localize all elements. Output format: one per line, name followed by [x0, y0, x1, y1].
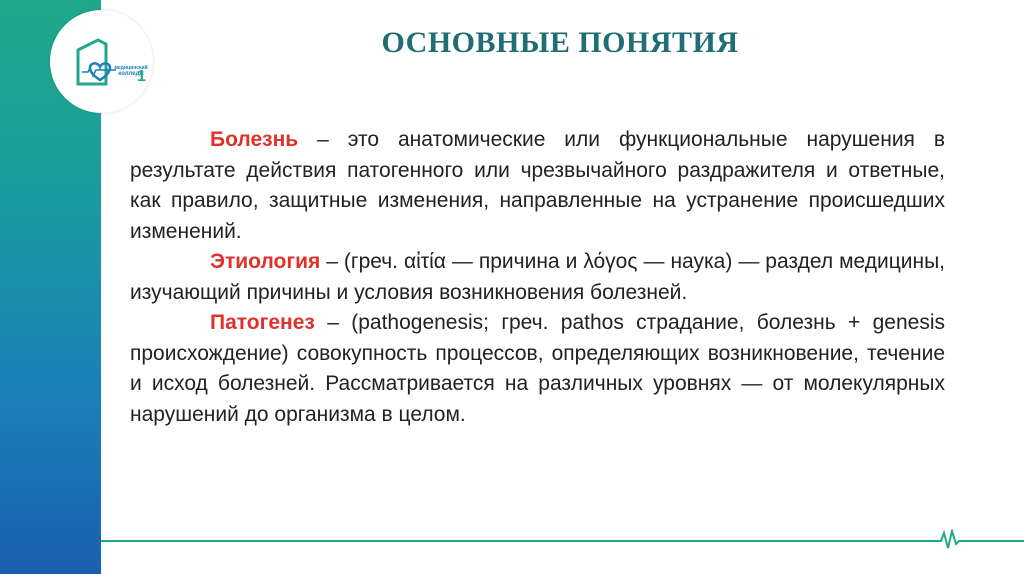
definitions-body: [130, 125, 945, 430]
slide-title: ОСНОВНЫЕ ПОНЯТИЯ: [381, 26, 739, 59]
term-pathogenesis: Патогенез: [210, 311, 315, 334]
definition-paragraph-pathogenesis: [130, 308, 945, 430]
definition-paragraph-disease: [130, 125, 945, 247]
heartbeat-line-icon: [101, 529, 1024, 549]
definition-paragraph-etiology: [130, 247, 945, 308]
definition-text-pathogenesis: – (pathogenesis; греч. pathos страдание, болезнь + genesis происхождение) совокупность процессов, определяющих возникновение, течение и исход болезней. Рассматривается на различных уровнях — от молекулярных нарушений до организма в целом.: [130, 311, 945, 426]
term-disease: Болезнь: [210, 128, 299, 151]
logo-number: 1: [137, 68, 146, 85]
logo: [50, 10, 153, 113]
definition-text-disease: – это анатомические или функциональные нарушения в результате действия патогенного или чрезвычайного раздражителя и ответные, как правило, защитные изменения, направленные на устранение происшедших изменений.: [130, 128, 945, 243]
logo-text-line1: медицинский: [114, 65, 148, 71]
logo-text-line2: колледж: [118, 71, 144, 77]
definition-text-etiology: – (греч. αἰτία — причина и λόγος — наука) — раздел медицины, изучающий причины и условия возникновения болезней.: [130, 250, 945, 304]
term-etiology: Этиология: [210, 250, 321, 273]
college-logo-icon: [76, 38, 131, 88]
